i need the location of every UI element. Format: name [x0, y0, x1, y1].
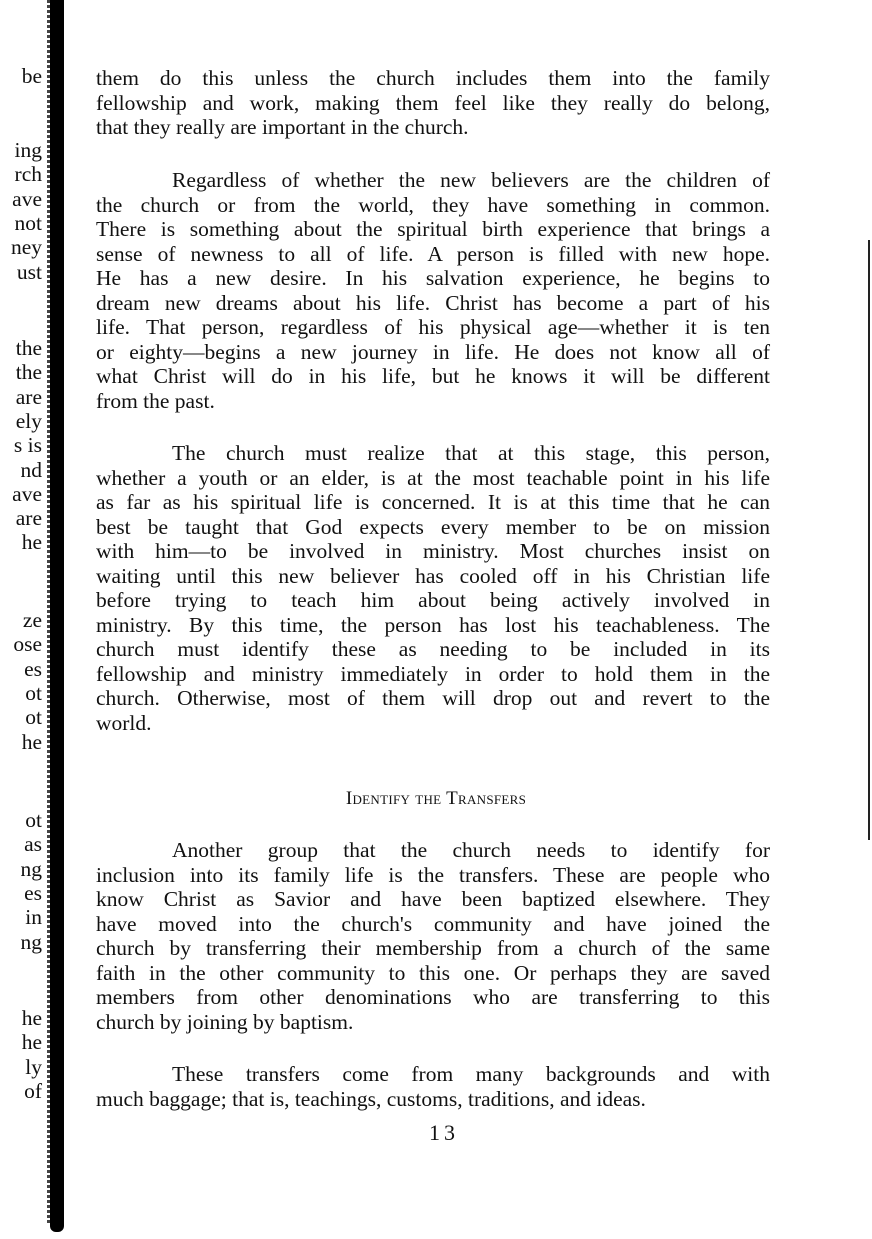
margin-fragment: the [15, 336, 42, 360]
text-line: church by joining by baptism. [96, 1009, 354, 1034]
margin-fragment: ng [20, 856, 42, 881]
text-line: know Christ as Savior and have been baptized elsewhere. They [96, 887, 770, 911]
margin-fragment: he [21, 1030, 42, 1055]
margin-fragment: he [21, 729, 42, 754]
text-line: life. That person, regardless of his physical age—whether it is ten [96, 315, 770, 339]
margin-fragment: s is [13, 433, 42, 458]
margin-fragment: ney [10, 235, 42, 260]
margin-fragment: as [24, 832, 42, 857]
margin-fragment: are [15, 384, 42, 409]
margin-fragment: ust [16, 259, 42, 284]
text-line: He has a new desire. In his salvation experience, he begins to [96, 266, 770, 290]
section-heading: Identify the Transfers [345, 788, 527, 809]
text-line: that they really are important in the church. [96, 115, 469, 139]
text-line: with him—to be involved in ministry. Most churches insist on [96, 539, 770, 563]
margin-fragment: not [14, 210, 42, 235]
text-line: Regardless of whether the new believers are the children of [172, 168, 770, 192]
margin-fragment: ose [13, 632, 42, 657]
margin-fragment: of [24, 1078, 42, 1103]
page-edge [868, 240, 870, 840]
margin-fragment: nd [20, 457, 42, 482]
margin-fragment: are [15, 506, 42, 531]
margin-fragment: ely [15, 408, 42, 433]
text-line: world. [96, 710, 152, 735]
text-line: much baggage; that is, teachings, customs, traditions, and ideas. [96, 1086, 646, 1111]
binding-gutter [50, 0, 64, 1232]
text-line: fellowship and ministry immediately in order to hold them in the [96, 661, 770, 686]
text-line: There is something about the spiritual birth experience that brings a [96, 217, 770, 241]
margin-fragment: es [24, 880, 42, 905]
margin-fragment: ot [25, 680, 42, 705]
margin-fragment: the [15, 360, 42, 385]
text-line: whether a youth or an elder, is at the most teachable point in his life [96, 465, 770, 490]
margin-fragment: ly [25, 1054, 42, 1079]
margin-fragment: ze [22, 608, 42, 632]
text-line: inclusion into its family life is the transfers. These are people who [96, 862, 770, 887]
text-line: These transfers come from many backgrounds and with [172, 1062, 770, 1086]
text-line: them do this unless the church includes them into the family [96, 66, 770, 90]
text-line: waiting until this new believer has cooled off in his Christian life [96, 563, 770, 588]
text-line: the church or from the world, they have something in common. [96, 192, 770, 217]
margin-fragment: ot [25, 705, 42, 730]
text-line: best be taught that God expects every member to be on mission [96, 514, 770, 539]
text-line: as far as his spiritual life is concerned. It is at this time that he can [96, 490, 770, 514]
margin-fragment: ave [12, 481, 42, 506]
page-number: 13 [429, 1120, 459, 1145]
text-line: church by transferring their membership from a church of the same [96, 936, 770, 960]
text-line: church. Otherwise, most of them will drop out and revert to the [96, 686, 770, 710]
text-line: faith in the other community to this one. Or perhaps they are saved [96, 960, 770, 985]
margin-fragment: in [25, 905, 42, 930]
margin-fragment: be [21, 64, 42, 88]
margin-fragment: ave [12, 186, 42, 211]
margin-fragment: ng [20, 929, 42, 954]
margin-fragment: es [24, 656, 42, 681]
text-line: or eighty—begins a new journey in life. He does not know all of [96, 339, 770, 364]
text-line: members from other denominations who are transferring to this [96, 985, 770, 1009]
text-line: fellowship and work, making them feel like they really do belong, [96, 90, 770, 115]
margin-fragment: ot [25, 808, 42, 832]
text-line: sense of newness to all of life. A person is filled with new hope. [96, 241, 770, 266]
text-line: church must identify these as needing to be included in its [96, 637, 770, 661]
text-line: Another group that the church needs to identify for [172, 838, 770, 862]
margin-fragment: rch [14, 162, 42, 187]
text-line: before trying to teach him about being actively involved in [96, 588, 770, 612]
text-line: from the past. [96, 388, 215, 413]
text-line: dream new dreams about his life. Christ has become a part of his [96, 290, 770, 315]
text-line: The church must realize that at this stage, this person, [172, 441, 770, 465]
margin-fragment: he [21, 530, 42, 555]
text-line: ministry. By this time, the person has lost his teachableness. The [96, 612, 770, 637]
text-line: what Christ will do in his life, but he knows it will be different [96, 364, 770, 388]
text-line: have moved into the church's community and have joined the [96, 911, 770, 936]
margin-fragment: ing [14, 138, 42, 162]
margin-fragment: he [21, 1006, 42, 1030]
